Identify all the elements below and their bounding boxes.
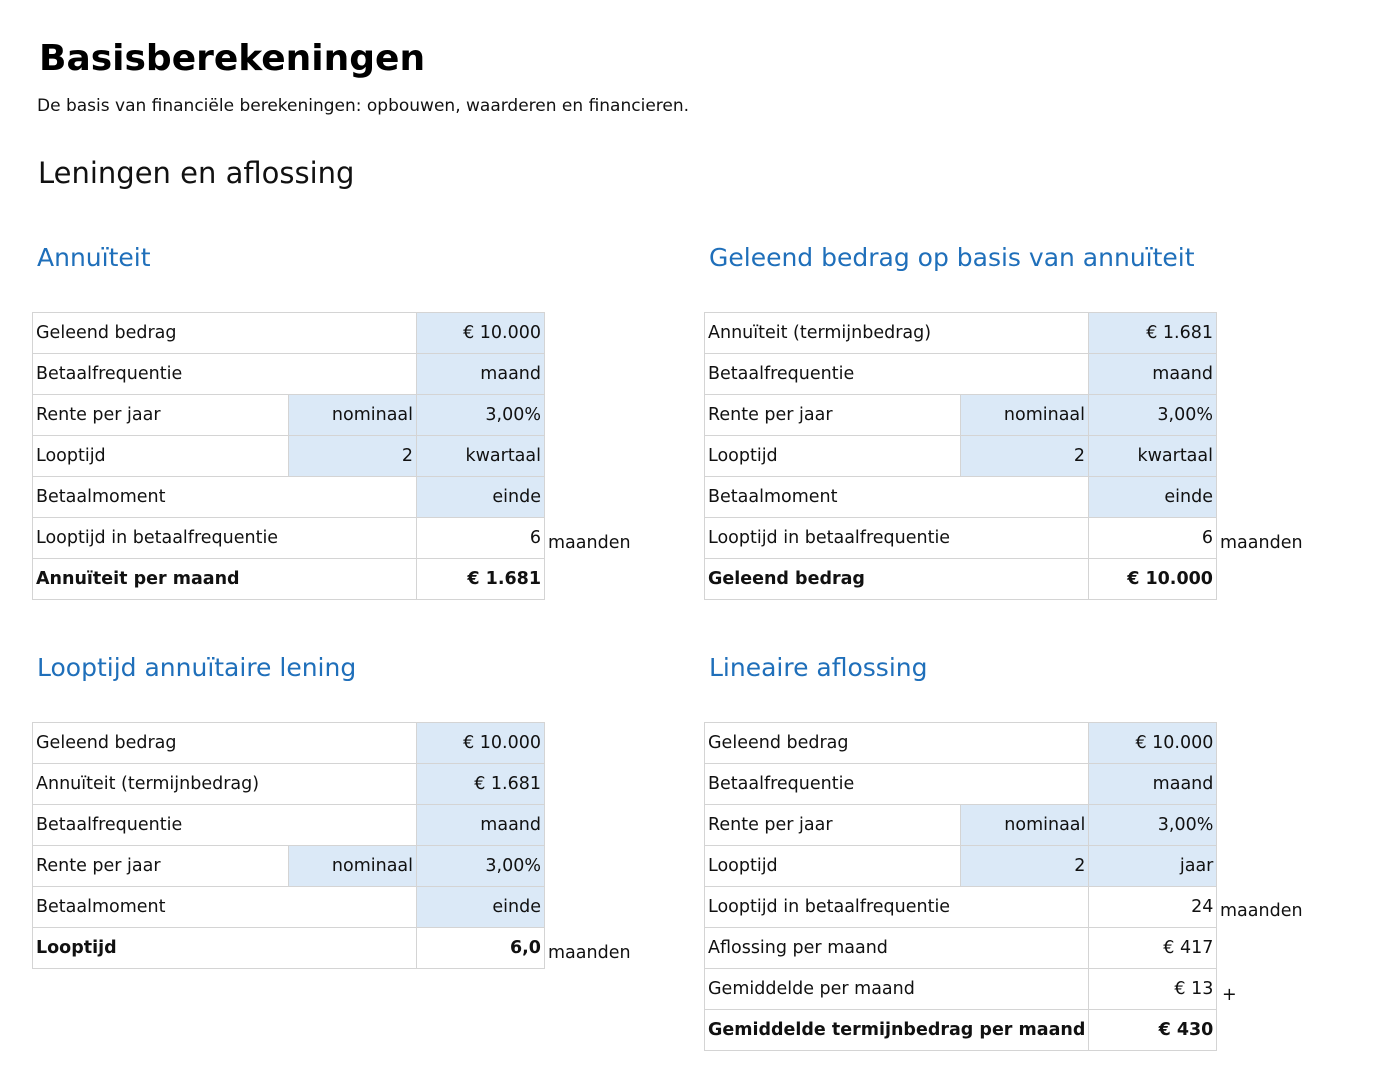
- result-label: Gemiddelde termijnbedrag per maand: [705, 1010, 1089, 1051]
- rate-type-input[interactable]: nominaal: [961, 395, 1089, 436]
- term-count-input[interactable]: 2: [961, 436, 1089, 477]
- table-row: [705, 805, 1217, 846]
- result-label: Geleend bedrag: [705, 559, 1089, 600]
- row-label: Rente per jaar: [33, 395, 289, 436]
- term-unit-input[interactable]: jaar: [1089, 846, 1217, 887]
- looptijd-table: [32, 722, 545, 969]
- table-row: [705, 354, 1217, 395]
- computed-value: 6: [1089, 518, 1217, 559]
- result-label: Looptijd: [33, 928, 417, 969]
- looptijd-title: Looptijd annuïtaire lening: [37, 653, 357, 682]
- table-row: [33, 764, 545, 805]
- table-row: [705, 846, 1217, 887]
- payment-moment-input[interactable]: einde: [1089, 477, 1217, 518]
- table-row: [33, 846, 545, 887]
- row-label: Rente per jaar: [33, 846, 289, 887]
- row-label: Betaalfrequentie: [705, 354, 1089, 395]
- rate-input[interactable]: 3,00%: [417, 846, 545, 887]
- computed-value: € 13: [1089, 969, 1217, 1010]
- payment-moment-input[interactable]: einde: [417, 477, 545, 518]
- table-row: [705, 436, 1217, 477]
- row-label: Betaalmoment: [33, 887, 417, 928]
- rate-input[interactable]: 3,00%: [1089, 395, 1217, 436]
- table-row: [33, 723, 545, 764]
- table-row: [33, 518, 545, 559]
- annuity-input[interactable]: € 1.681: [417, 764, 545, 805]
- row-label: Rente per jaar: [705, 805, 961, 846]
- term-count-input[interactable]: 2: [289, 436, 417, 477]
- result-row: [705, 1010, 1217, 1051]
- table-row: [33, 887, 545, 928]
- result-row: [33, 559, 545, 600]
- table-row: [33, 805, 545, 846]
- row-label: Looptijd: [705, 436, 961, 477]
- table-row: [33, 354, 545, 395]
- row-label: Rente per jaar: [705, 395, 961, 436]
- row-label: Geleend bedrag: [705, 723, 1089, 764]
- row-label: Looptijd in betaalfrequentie: [705, 518, 1089, 559]
- frequency-input[interactable]: maand: [417, 354, 545, 395]
- result-value: 6,0: [417, 928, 545, 969]
- row-label: Gemiddelde per maand: [705, 969, 1089, 1010]
- row-label: Aflossing per maand: [705, 928, 1089, 969]
- rate-type-input[interactable]: nominaal: [961, 805, 1089, 846]
- row-label: Looptijd: [33, 436, 289, 477]
- unit-label: maanden: [1220, 533, 1303, 553]
- loan-amount-input[interactable]: € 10.000: [1089, 723, 1217, 764]
- plus-sign: +: [1222, 985, 1237, 1005]
- unit-label: maanden: [548, 533, 631, 553]
- annuiteit-table: [32, 312, 545, 600]
- table-row: [33, 395, 545, 436]
- row-label: Betaalmoment: [705, 477, 1089, 518]
- geleend-table: [704, 312, 1217, 600]
- result-row: [33, 928, 545, 969]
- computed-value: 6: [417, 518, 545, 559]
- table-row: [705, 764, 1217, 805]
- frequency-input[interactable]: maand: [417, 805, 545, 846]
- rate-type-input[interactable]: nominaal: [289, 846, 417, 887]
- computed-value: 24: [1089, 887, 1217, 928]
- frequency-input[interactable]: maand: [1089, 354, 1217, 395]
- result-value: € 10.000: [1089, 559, 1217, 600]
- term-unit-input[interactable]: kwartaal: [417, 436, 545, 477]
- result-value: € 430: [1089, 1010, 1217, 1051]
- row-label: Looptijd in betaalfrequentie: [33, 518, 417, 559]
- result-label: Annuïteit per maand: [33, 559, 417, 600]
- table-row: [705, 477, 1217, 518]
- rate-type-input[interactable]: nominaal: [289, 395, 417, 436]
- unit-label: maanden: [548, 943, 631, 963]
- table-row: [33, 477, 545, 518]
- term-count-input[interactable]: 2: [961, 846, 1089, 887]
- table-row: [705, 969, 1217, 1010]
- table-row: [705, 518, 1217, 559]
- row-label: Betaalfrequentie: [33, 354, 417, 395]
- page-title: Basisberekeningen: [39, 38, 426, 79]
- row-label: Geleend bedrag: [33, 313, 417, 354]
- result-value: € 1.681: [417, 559, 545, 600]
- annuity-input[interactable]: € 1.681: [1089, 313, 1217, 354]
- frequency-input[interactable]: maand: [1089, 764, 1217, 805]
- row-label: Annuïteit (termijnbedrag): [705, 313, 1089, 354]
- rate-input[interactable]: 3,00%: [1089, 805, 1217, 846]
- section-heading: Leningen en aflossing: [38, 156, 355, 190]
- row-label: Betaalfrequentie: [705, 764, 1089, 805]
- row-label: Betaalmoment: [33, 477, 417, 518]
- row-label: Looptijd in betaalfrequentie: [705, 887, 1089, 928]
- lineair-table: [704, 722, 1217, 1051]
- table-row: [705, 395, 1217, 436]
- table-row: [33, 436, 545, 477]
- row-label: Betaalfrequentie: [33, 805, 417, 846]
- page-subtitle: De basis van financiële berekeningen: opbouwen, waarderen en financieren.: [37, 96, 690, 116]
- rate-input[interactable]: 3,00%: [417, 395, 545, 436]
- table-row: [705, 887, 1217, 928]
- table-row: [705, 723, 1217, 764]
- row-label: Geleend bedrag: [33, 723, 417, 764]
- row-label: Annuïteit (termijnbedrag): [33, 764, 417, 805]
- loan-amount-input[interactable]: € 10.000: [417, 313, 545, 354]
- loan-amount-input[interactable]: € 10.000: [417, 723, 545, 764]
- lineair-title: Lineaire aflossing: [709, 653, 928, 682]
- annuiteit-title: Annuïteit: [37, 243, 151, 272]
- result-row: [705, 559, 1217, 600]
- table-row: [705, 928, 1217, 969]
- table-row: [33, 313, 545, 354]
- table-row: [705, 313, 1217, 354]
- payment-moment-input[interactable]: einde: [417, 887, 545, 928]
- computed-value: € 417: [1089, 928, 1217, 969]
- term-unit-input[interactable]: kwartaal: [1089, 436, 1217, 477]
- row-label: Looptijd: [705, 846, 961, 887]
- unit-label: maanden: [1220, 901, 1303, 921]
- geleend-title: Geleend bedrag op basis van annuïteit: [709, 243, 1195, 272]
